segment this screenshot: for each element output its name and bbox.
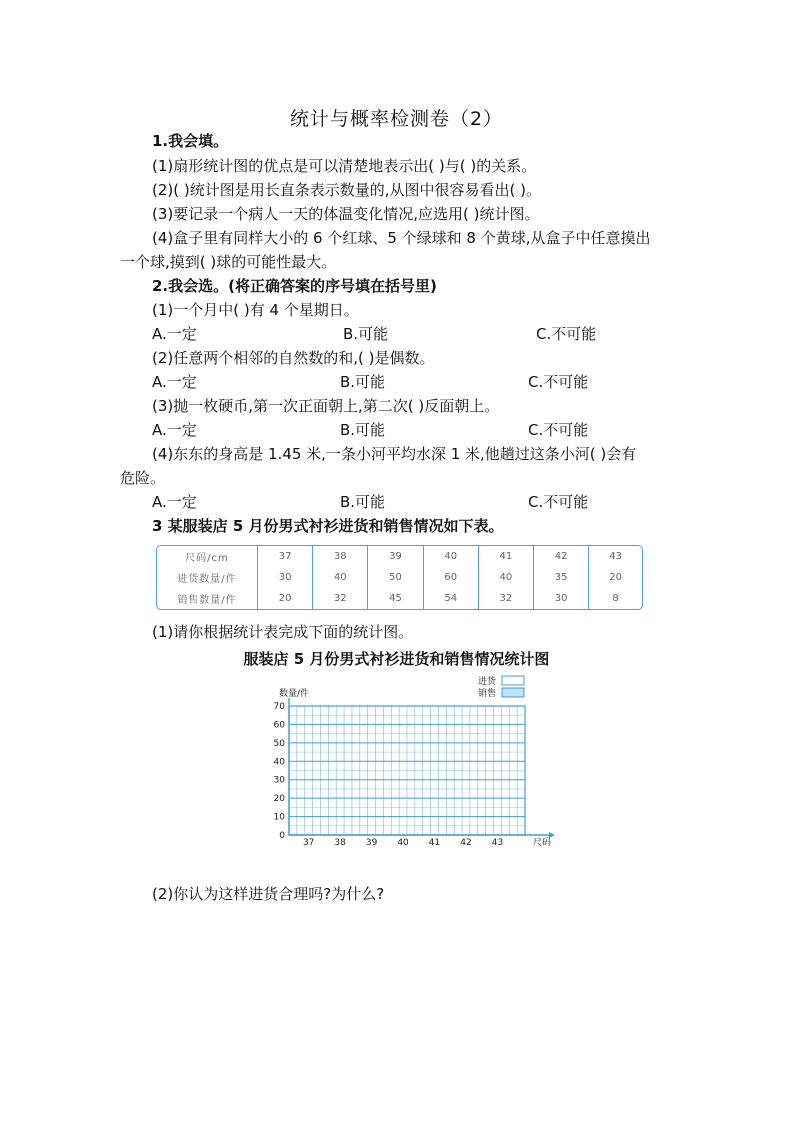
choice-q1-opt-c: C.不可能 bbox=[536, 325, 597, 343]
page-title: 统计与概率检测卷（2） bbox=[289, 108, 504, 130]
table-cell: 32 bbox=[478, 588, 533, 609]
table-cell: 20 bbox=[258, 588, 313, 609]
choice-q2-opt-a: A.一定 bbox=[152, 373, 197, 391]
legend-swatch bbox=[502, 676, 524, 685]
fill-q4-line1: (4)盒子里有同样大小的 6 个红球、5 个绿球和 8 个黄球,从盒子中任意摸出 bbox=[152, 229, 651, 247]
y-tick-label: 10 bbox=[273, 812, 285, 823]
table-row bbox=[157, 546, 642, 567]
y-axis-label: 数量/件 bbox=[279, 689, 310, 699]
x-tick-label: 37 bbox=[302, 838, 315, 848]
bar-chart bbox=[260, 670, 560, 850]
x-tick-label: 40 bbox=[397, 838, 409, 848]
y-tick-label: 50 bbox=[273, 738, 285, 749]
table-cell: 39 bbox=[368, 546, 423, 567]
table-cell: 42 bbox=[534, 546, 589, 567]
choice-q1: (1)一个月中( )有 4 个星期日。 bbox=[152, 301, 359, 319]
choice-q4-line2: 危险。 bbox=[120, 469, 166, 487]
table-row-header: 销售数量/件 bbox=[177, 595, 237, 606]
choice-q4-opt-b: B.可能 bbox=[340, 493, 386, 511]
table-row-header: 进货数量/件 bbox=[177, 574, 237, 585]
y-tick-label: 0 bbox=[279, 831, 285, 841]
choice-q2: (2)任意两个相邻的自然数的和,( )是偶数。 bbox=[152, 349, 435, 367]
section1-heading: 1.我会填。 bbox=[152, 132, 229, 150]
table-cell: 40 bbox=[313, 567, 368, 588]
x-tick-label: 41 bbox=[428, 838, 441, 848]
legend-label: 销售 bbox=[478, 689, 497, 699]
section2-heading: 2.我会选。(将正确答案的序号填在括号里) bbox=[152, 277, 437, 295]
table-cell: 32 bbox=[313, 588, 368, 609]
table-row-header: 尺码/cm bbox=[185, 553, 229, 564]
y-tick-label: 60 bbox=[273, 720, 285, 731]
fill-q4-line2: 一个球,摸到( )球的可能性最大。 bbox=[120, 253, 337, 271]
table-cell: 38 bbox=[313, 546, 368, 567]
table-cell: 20 bbox=[589, 567, 642, 588]
chart-question-1: (1)请你根据统计表完成下面的统计图。 bbox=[152, 623, 414, 641]
table-cell: 37 bbox=[258, 546, 313, 567]
table-cell: 35 bbox=[534, 567, 589, 588]
y-tick-label: 40 bbox=[273, 757, 285, 768]
statistics-table bbox=[156, 545, 643, 610]
x-tick-label: 38 bbox=[334, 838, 346, 848]
section3-heading: 3 某服装店 5 月份男式衬衫进货和销售情况如下表。 bbox=[152, 517, 504, 535]
y-tick-label: 70 bbox=[273, 702, 285, 712]
table-cell: 40 bbox=[478, 567, 533, 588]
y-tick-label: 20 bbox=[273, 794, 285, 805]
table-cell: 54 bbox=[423, 588, 478, 609]
choice-q3-opt-b: B.可能 bbox=[340, 421, 386, 439]
table-cell: 30 bbox=[534, 588, 589, 609]
table-row bbox=[157, 567, 642, 588]
table-row bbox=[157, 588, 642, 609]
fill-q3: (3)要记录一个病人一天的体温变化情况,应选用( )统计图。 bbox=[152, 205, 540, 223]
chart-title: 服装店 5 月份男式衬衫进货和销售情况统计图 bbox=[243, 650, 550, 668]
table-cell: 43 bbox=[589, 546, 642, 567]
legend-label: 进货 bbox=[478, 677, 497, 687]
fill-q1: (1)扇形统计图的优点是可以清楚地表示出( )与( )的关系。 bbox=[152, 157, 537, 175]
choice-q3: (3)抛一枚硬币,第一次正面朝上,第二次( )反面朝上。 bbox=[152, 397, 500, 415]
x-tick-label: 43 bbox=[491, 838, 504, 848]
choice-q4-opt-c: C.不可能 bbox=[528, 493, 589, 511]
choice-q2-opt-b: B.可能 bbox=[340, 373, 386, 391]
table-cell: 60 bbox=[423, 567, 478, 588]
choice-q2-opt-c: C.不可能 bbox=[528, 373, 589, 391]
x-axis-label: 尺码 bbox=[533, 838, 552, 848]
table-cell: 50 bbox=[368, 567, 423, 588]
choice-q4-opt-a: A.一定 bbox=[152, 493, 197, 511]
table-cell: 45 bbox=[368, 588, 423, 609]
table-cell: 40 bbox=[423, 546, 478, 567]
x-tick-label: 39 bbox=[365, 838, 378, 848]
choice-q1-opt-a: A.一定 bbox=[152, 325, 197, 343]
table-cell: 8 bbox=[589, 588, 642, 609]
choice-q3-opt-a: A.一定 bbox=[152, 421, 197, 439]
chart-question-2: (2)你认为这样进货合理吗?为什么? bbox=[152, 885, 385, 903]
fill-q2: (2)( )统计图是用长直条表示数量的,从图中很容易看出( )。 bbox=[152, 181, 541, 199]
legend-swatch bbox=[502, 688, 524, 697]
choice-q1-opt-b: B.可能 bbox=[343, 325, 389, 343]
choice-q4-line1: (4)东东的身高是 1.45 米,一条小河平均水深 1 米,他趟过这条小河( )会有 bbox=[152, 445, 637, 463]
x-tick-label: 42 bbox=[460, 838, 472, 848]
y-tick-label: 30 bbox=[273, 775, 285, 786]
table-cell: 41 bbox=[478, 546, 533, 567]
choice-q3-opt-c: C.不可能 bbox=[528, 421, 589, 439]
table-cell: 30 bbox=[258, 567, 313, 588]
